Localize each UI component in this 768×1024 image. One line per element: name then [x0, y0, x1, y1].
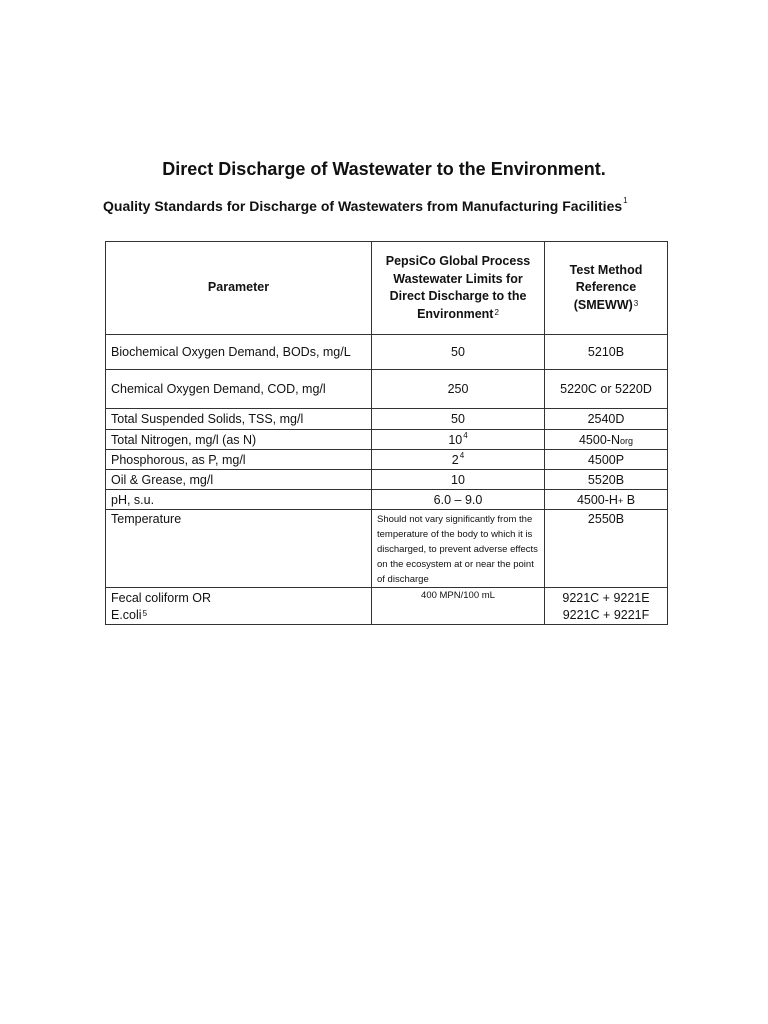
header-method-footnote: 3 [633, 298, 639, 308]
row-parameter: Oil & Grease, mg/l [106, 470, 372, 490]
row-parameter: Temperature [106, 510, 372, 588]
limit-value: 2 [451, 452, 459, 467]
table-row [106, 470, 668, 490]
header-parameter: Parameter [106, 242, 372, 335]
parameter-line-1: Fecal coliform OR [111, 591, 212, 605]
row-limit: 6.0 – 9.0 [372, 490, 545, 510]
limit-footnote: 4 [459, 450, 465, 460]
row-parameter: Phosphorous, as P, mg/l [106, 450, 372, 470]
table-row [106, 588, 668, 625]
limit-value: 10 [448, 432, 463, 447]
table-row [106, 510, 668, 588]
method-subscript: + [617, 495, 624, 506]
row-limit [372, 450, 545, 470]
table-row [106, 450, 668, 470]
subtitle-text: Quality Standards for Discharge of Wastewaters from Manufacturing Facilities [103, 198, 623, 214]
page-title: Direct Discharge of Wastewater to the Environment. [162, 159, 606, 179]
row-method: 5220C or 5220D [545, 370, 668, 409]
row-method: 2550B [545, 510, 668, 588]
subtitle-footnote: 1 [623, 196, 628, 205]
method-subscript: org [619, 435, 633, 446]
limit-footnote: 4 [463, 430, 468, 440]
method-line-1: 9221C + 9221E [562, 591, 650, 605]
table-row [106, 370, 668, 409]
row-method: 4500P [545, 450, 668, 470]
row-parameter [106, 588, 372, 625]
row-limit [372, 430, 545, 450]
row-method: 5210B [545, 335, 668, 370]
row-method [545, 490, 668, 510]
parameter-line-2 [111, 607, 366, 624]
parameter-footnote: 5 [142, 609, 148, 618]
row-method: 5520B [545, 470, 668, 490]
row-parameter: Total Suspended Solids, TSS, mg/l [106, 409, 372, 430]
header-row [106, 242, 668, 335]
row-limit: 50 [372, 409, 545, 430]
parameter-line-2-text: E.coli [111, 608, 142, 622]
table-row [106, 490, 668, 510]
header-limits-footnote: 2 [494, 307, 499, 317]
row-method [545, 430, 668, 450]
table-row [106, 409, 668, 430]
table-row [106, 430, 668, 450]
row-limit: 400 MPN/100 mL [372, 588, 545, 625]
row-limit: 50 [372, 335, 545, 370]
method-value: 4500-N [578, 432, 620, 447]
table-subtitle [103, 198, 628, 214]
row-limit: 250 [372, 370, 545, 409]
method-line-2: 9221C + 9221F [562, 608, 650, 622]
row-parameter: Biochemical Oxygen Demand, BODs, mg/L [106, 335, 372, 370]
row-limit: Should not vary significantly from the temperature of the body to which it is discharged, to prevent adverse effects on the ecosystem at or near the point of discharge [372, 510, 545, 588]
method-value: 4500-H [576, 492, 618, 507]
table-row [106, 335, 668, 370]
header-limits [372, 242, 545, 335]
row-parameter: Chemical Oxygen Demand, COD, mg/l [106, 370, 372, 409]
header-method [545, 242, 668, 335]
method-suffix: B [623, 492, 636, 507]
row-method: 2540D [545, 409, 668, 430]
row-parameter: Total Nitrogen, mg/l (as N) [106, 430, 372, 450]
row-method [545, 588, 668, 625]
row-parameter: pH, s.u. [106, 490, 372, 510]
header-limits-text: PepsiCo Global Process Wastewater Limits for Direct Discharge to the Environment [385, 254, 531, 321]
row-limit: 10 [372, 470, 545, 490]
header-method-text: Test Method Reference (SMEWW) [569, 262, 643, 312]
standards-table [105, 241, 668, 625]
